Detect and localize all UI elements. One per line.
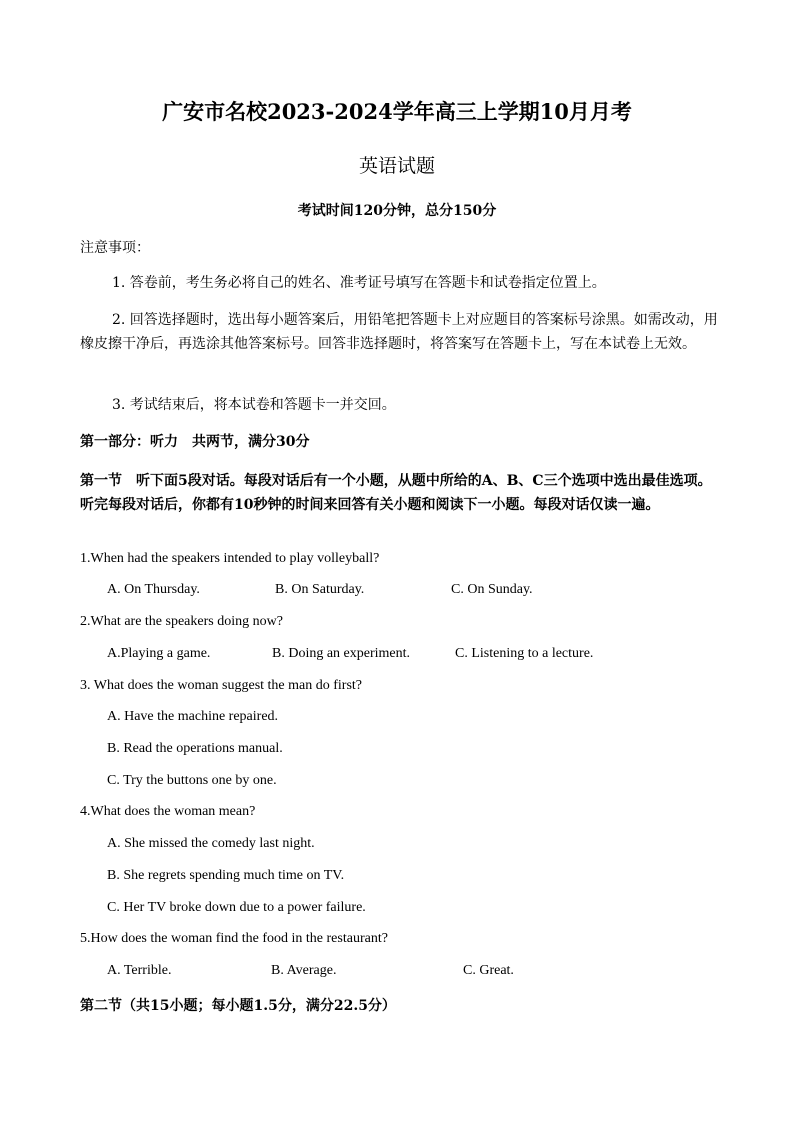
notice-item-1: 1. 答卷前，考生务必将自己的姓名、准考证号填写在答题卡和试卷指定位置上。: [112, 275, 606, 291]
question-4-stem: 4.What does the woman mean?: [80, 804, 256, 819]
exam-subtitle: 英语试题: [358, 155, 435, 177]
question-1-option-c: C. On Sunday.: [451, 582, 533, 597]
question-5-stem: 5.How does the woman find the food in the restaurant?: [80, 931, 388, 946]
part1-heading: 第一部分：听力 共两节，满分30分: [80, 434, 310, 450]
exam-info: 考试时间120分钟，总分150分: [297, 203, 497, 219]
section1-intro: 第一节 听下面5段对话。每段对话后有一个小题，从题中所给的A、B、C三个选项中选出最佳选项。听完每段对话后，你都有10秒钟的时间来回答有关小题和阅读下一小题。每段对话仅读一遍。: [80, 473, 712, 513]
section2-heading: 第二节（共15小题；每小题1.5分，满分22.5分）: [80, 998, 396, 1014]
question-5-option-b: B. Average.: [271, 963, 337, 978]
question-4-option-a: A. She missed the comedy last night.: [107, 836, 315, 851]
notice-item-3: 3. 考试结束后，将本试卷和答题卡一并交回。: [112, 397, 396, 413]
question-5-option-c: C. Great.: [463, 963, 514, 978]
question-3-option-c: C. Try the buttons one by one.: [107, 773, 277, 788]
question-2-option-b: B. Doing an experiment.: [272, 646, 411, 661]
question-2-option-c: C. Listening to a lecture.: [455, 646, 594, 661]
question-1-option-a: A. On Thursday.: [107, 582, 200, 597]
notice-item-2: 2. 回答选择题时，选出每小题答案后，用铅笔把答题卡上对应题目的答案标号涂黑。如需改动，用橡皮擦干净后，再选涂其他答案标号。回答非选择题时，将答案写在答题卡上，写在本试卷上无效。: [80, 312, 718, 352]
question-2-option-a: A.Playing a game.: [107, 646, 211, 661]
question-1-stem: 1.When had the speakers intended to play volleyball?: [80, 551, 380, 566]
question-3-stem: 3. What does the woman suggest the man do first?: [80, 678, 363, 693]
question-5-option-a: A. Terrible.: [107, 963, 172, 978]
question-3-option-a: A. Have the machine repaired.: [107, 709, 279, 724]
exam-title: 广安市名校2023-2024学年高三上学期10月月考: [162, 99, 632, 124]
question-3-option-b: B. Read the operations manual.: [107, 741, 283, 756]
question-1-option-b: B. On Saturday.: [275, 582, 365, 597]
question-2-stem: 2.What are the speakers doing now?: [80, 614, 283, 629]
question-4-option-b: B. She regrets spending much time on TV.: [107, 868, 345, 883]
question-4-option-c: C. Her TV broke down due to a power failure.: [107, 900, 366, 915]
notice-label: 注意事项：: [80, 240, 150, 256]
